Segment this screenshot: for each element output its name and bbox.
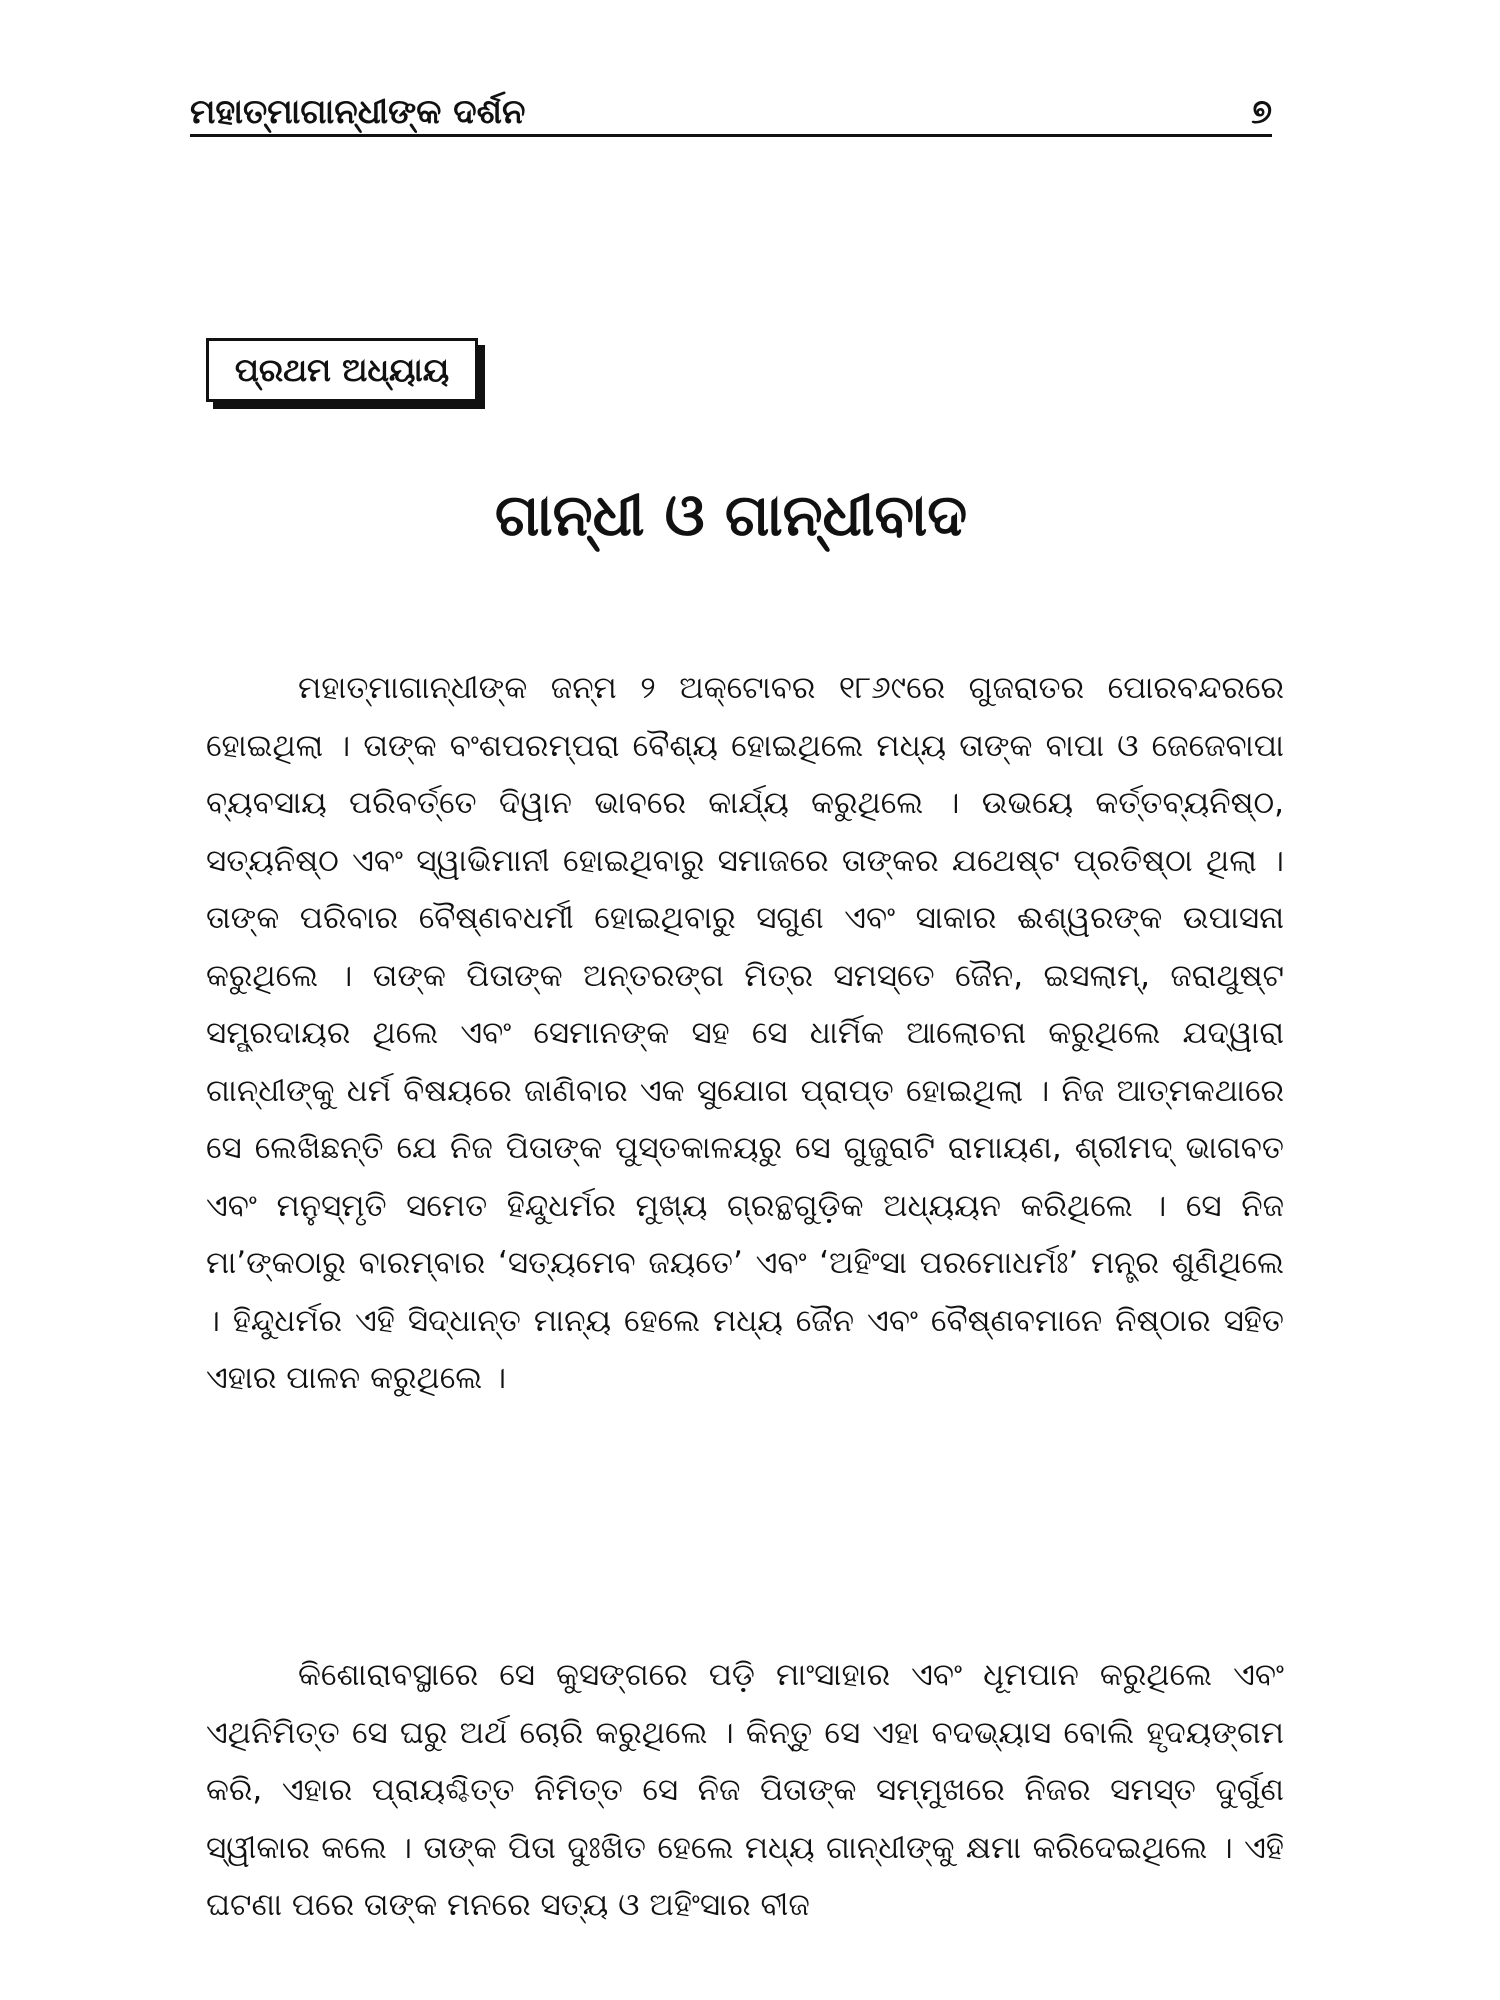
running-header — [190, 92, 1272, 137]
chapter-label: ପ୍ରଥମ ଅଧ୍ୟାୟ — [234, 351, 450, 389]
chapter-title: ଗାନ୍ଧୀ ଓ ଗାନ୍ଧୀବାଦ — [494, 481, 968, 549]
body-paragraph-1: ମହାତ୍ମାଗାନ୍ଧୀଙ୍କ ଜନ୍ମ ୨ ଅକ୍ଟୋବର ୧୮୬୯ରେ ଗୁଜରାତର ପୋରବନ୍ଦରରେ ହୋଇଥିଲା । ତାଙ୍କ ବଂଶପରମ୍ପରା ବୈଶ୍ୟ ହୋଇଥିଲେ ମଧ୍ୟ ତାଙ୍କ ବାପା ଓ ଜେଜେବାପା ବ୍ୟବସାୟ ପରିବର୍ତ୍ତେ ଦିୱାନ ଭାବରେ କାର୍ଯ୍ୟ କରୁଥିଲେ । ଉଭୟେ କର୍ତ୍ତବ୍ୟନିଷ୍ଠ, ସତ୍ୟନିଷ୍ଠ ଏବଂ ସ୍ୱାଭିମାନୀ ହୋଇଥିବାରୁ ସମାଜରେ ତାଙ୍କର ଯଥେଷ୍ଟ ପ୍ରତିଷ୍ଠା ଥିଲା । ତାଙ୍କ ପରିବାର ବୈଷ୍ଣବଧର୍ମୀ ହୋଇଥିବାରୁ ସଗୁଣ ଏବଂ ସାକାର ଈଶ୍ୱରଙ୍କ ଉପାସନା କରୁଥିଲେ । ତାଙ୍କ ପିତାଙ୍କ ଅନ୍ତରଙ୍ଗ ମିତ୍ର ସମସ୍ତେ ଜୈନ, ଇସଲାମ୍, ଜରାଥୁଷ୍ଟ ସମ୍ପ୍ରଦାୟର ଥିଲେ ଏବଂ ସେମାନଙ୍କ ସହ ସେ ଧାର୍ମିକ ଆଲୋଚନା କରୁଥିଲେ ଯଦ୍ୱାରା ଗାନ୍ଧୀଙ୍କୁ ଧର୍ମ ବିଷୟରେ ଜାଣିବାର ଏକ ସୁଯୋଗ ପ୍ରାପ୍ତ ହୋଇଥିଲା । ନିଜ ଆତ୍ମକଥାରେ ସେ ଲେଖିଛନ୍ତି ଯେ ନିଜ ପିତାଙ୍କ ପୁସ୍ତକାଳୟରୁ ସେ ଗୁଜୁରାଟି ରାମାୟଣ, ଶ୍ରୀମଦ୍ ଭାଗବତ ଏବଂ ମନୁସ୍ମୃତି ସମେତ ହିନ୍ଦୁଧର୍ମର ମୁଖ୍ୟ ଗ୍ରନ୍ଥଗୁଡ଼ିକ ଅଧ୍ୟୟନ କରିଥିଲେ । ସେ ନିଜ ମା’ଙ୍କଠାରୁ ବାରମ୍ବାର ‘ସତ୍ୟମେବ ଜୟତେ’ ଏବଂ ‘ଅହିଂସା ପରମୋଧର୍ମଃ’ ମନ୍ତ୍ର ଶୁଣିଥିଲେ । ହିନ୍ଦୁଧର୍ମର ଏହି ସିଦ୍ଧାନ୍ତ ମାନ୍ୟ ହେଲେ ମଧ୍ୟ ଜୈନ ଏବଂ ବୈଷ୍ଣବମାନେ ନିଷ୍ଠାର ସହିତ ଏହାର ପାଳନ କରୁଥିଲେ । — [206, 670, 1284, 1396]
running-title: ମହାତ୍ମାଗାନ୍ଧୀଙ୍କ ଦର୍ଶନ — [190, 92, 526, 132]
body-paragraph-2: କିଶୋରାବସ୍ଥାରେ ସେ କୁସଙ୍ଗରେ ପଡ଼ି ମାଂସାହାର ଏବଂ ଧୂମପାନ କରୁଥିଲେ ଏବଂ ଏଥିନିମିତ୍ତ ସେ ଘରୁ ଅର୍ଥ ଚୋରି କରୁଥିଲେ । କିନ୍ତୁ ସେ ଏହା ବଦଭ୍ୟାସ ବୋଲି ହୃଦୟଙ୍ଗମ କରି, ଏହାର ପ୍ରାୟଶ୍ଚିତ୍ତ ନିମିତ୍ତ ସେ ନିଜ ପିତାଙ୍କ ସମ୍ମୁଖରେ ନିଜର ସମସ୍ତ ଦୁର୍ଗୁଣ ସ୍ୱୀକାର କଲେ । ତାଙ୍କ ପିତା ଦୁଃଖିତ ହେଲେ ମଧ୍ୟ ଗାନ୍ଧୀଙ୍କୁ କ୍ଷମା କରିଦେଇଥିଲେ । ଏହି ଘଟଣା ପରେ ତାଙ୍କ ମନରେ ସତ୍ୟ ଓ ଅହିଂସାର ବୀଜ — [206, 1657, 1284, 1923]
page-number: ୭ — [1251, 92, 1272, 132]
chapter-label-box — [206, 338, 478, 402]
